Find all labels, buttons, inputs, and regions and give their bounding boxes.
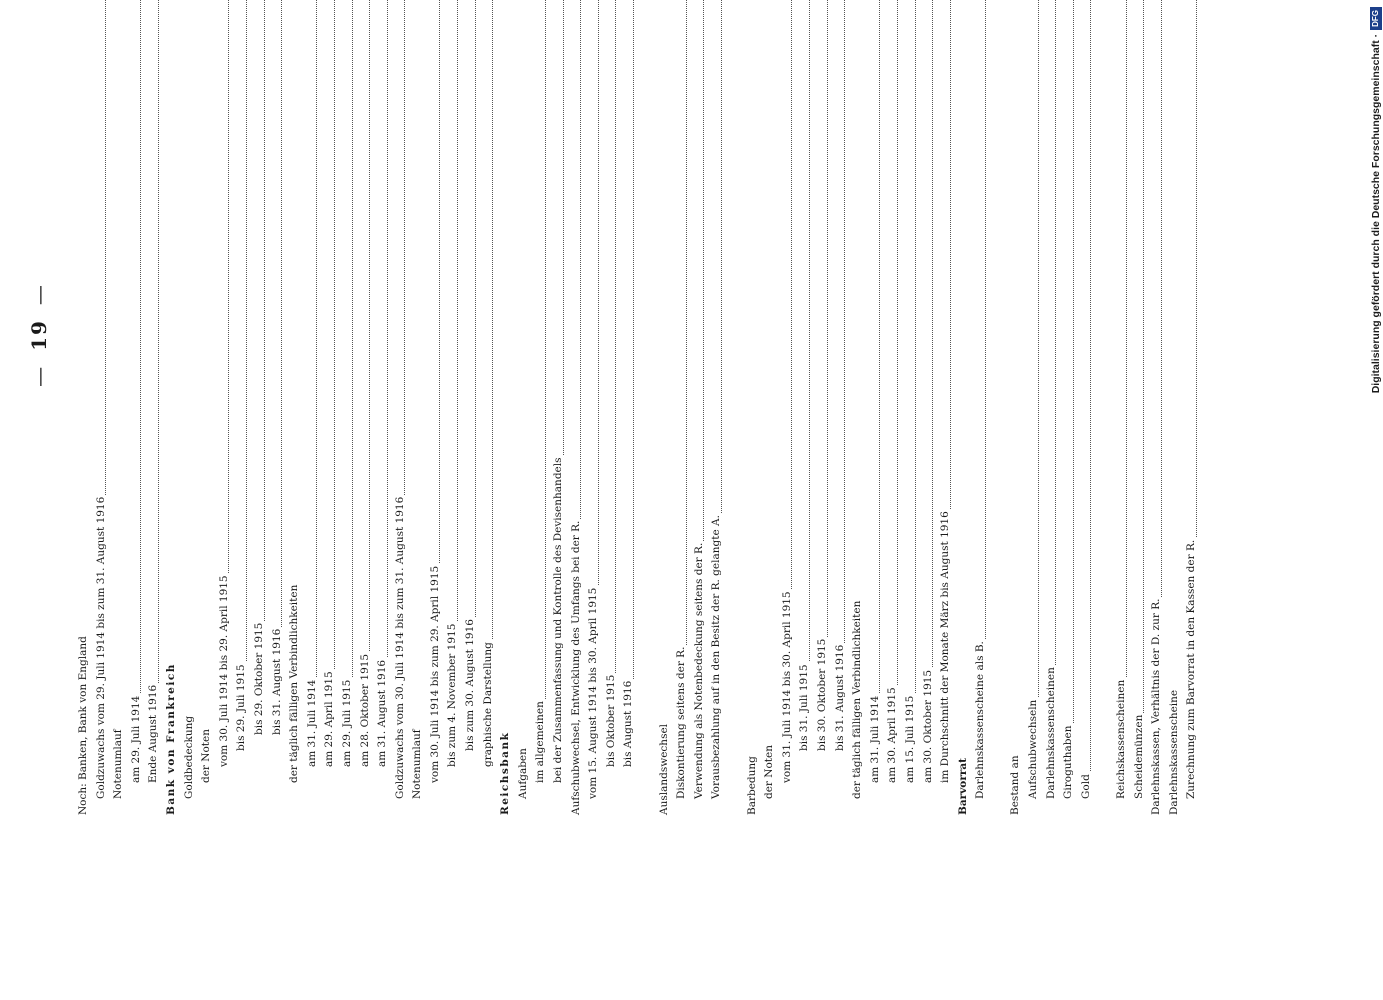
index-entry xyxy=(1183,0,1201,815)
dot-leader xyxy=(1126,0,1145,799)
index-entry-label: Darlehnskassenscheine als B. xyxy=(972,639,990,799)
index-entry xyxy=(708,0,726,815)
index-entry-label: vom 30. Juli 1914 bis zum 29. April 1915 xyxy=(427,564,445,783)
dot-leader xyxy=(1055,0,1074,799)
index-entry-label: Aufgaben xyxy=(515,746,533,799)
index-entry xyxy=(392,0,410,815)
dot-leader xyxy=(879,0,898,783)
index-entry-label: Gold xyxy=(1078,772,1096,799)
index-entry xyxy=(638,0,656,815)
index-entry-label: Bank von Frankreich xyxy=(163,661,181,815)
index-entry xyxy=(972,0,990,815)
index-entry-label: am 15. Juli 1915 xyxy=(902,694,920,783)
index-entry-label: im allgemeinen xyxy=(532,699,550,783)
index-entry-label: am 28. Oktober 1915 xyxy=(357,652,375,767)
index-entry xyxy=(620,0,638,815)
index-entry xyxy=(937,0,955,815)
index-entry-label: am 29. April 1915 xyxy=(321,669,339,767)
index-entry xyxy=(93,0,111,815)
page-number: —19— xyxy=(27,283,51,387)
rotated-index-page xyxy=(27,0,1198,815)
index-entry-label: bis zum 30. August 1916 xyxy=(462,617,480,751)
index-entry-label: Aufschubwechsel, Entwicklung des Umfangs bei der R. xyxy=(568,519,586,815)
index-entry xyxy=(832,0,850,815)
index-entry-label: Barbedung xyxy=(744,754,762,815)
dot-leader xyxy=(140,0,159,783)
dot-leader xyxy=(1020,0,1039,799)
dot-leader xyxy=(228,0,247,751)
index-entry-label: Goldbedeckung xyxy=(181,714,199,799)
index-entry-label: Notenumlauf xyxy=(110,727,128,799)
dot-leader xyxy=(827,0,846,751)
index-entry-label: Ende August 1916 xyxy=(145,683,163,783)
dot-leader xyxy=(264,0,283,735)
dot-leader xyxy=(334,0,353,767)
index-entry-label: Darlehnskassen, Verhältnis der D. zur R. xyxy=(1148,597,1166,815)
index-entry-label: Goldzuwachs vom 29. Juli 1914 bis zum 31. August 1916 xyxy=(93,495,111,799)
index-entry xyxy=(1148,0,1166,815)
index-entry-label: vom 30. Juli 1914 bis 29. April 1915 xyxy=(216,573,234,767)
index-entry-label: Zurechnung zum Barvorrat in den Kassen der R. xyxy=(1183,538,1201,799)
index-entry-label: Notenumlauf xyxy=(409,727,427,799)
index-entry-label: Verwendung als Notenbedeckung seitens der R. xyxy=(691,541,709,799)
index-entry-label: bis zum 4. November 1915 xyxy=(444,622,462,767)
index-entry-label: Aufschubwechseln xyxy=(1025,698,1043,799)
index-entry-label: am 30. Oktober 1915 xyxy=(920,668,938,783)
dot-leader xyxy=(915,0,934,783)
index-entry xyxy=(990,0,1008,815)
index-entry-label: Darlehnskassenscheine xyxy=(1166,688,1184,815)
dot-leader xyxy=(369,0,388,767)
index-entry-label: Darlehnskassenscheinen xyxy=(1043,665,1061,799)
index-entry-label: der täglich fälligen Verbindlichkeiten xyxy=(849,599,867,799)
index-entry-label: Noch: Banken, Bank von England xyxy=(75,634,93,815)
index-entry xyxy=(480,0,498,815)
index-entry-label: Goldzuwachs vom 30. Juli 1914 bis zum 31. August 1916 xyxy=(392,495,410,799)
index-entry xyxy=(726,0,744,815)
index-entry-label: bei der Zusammenfassung und Kontrolle des Devisenhandels xyxy=(550,456,568,784)
dot-leader xyxy=(791,0,810,751)
index-entry-label: am 31. Juli 1914 xyxy=(304,678,322,767)
index-entry-label: bis 29. Oktober 1915 xyxy=(251,621,269,735)
dot-leader xyxy=(1073,0,1092,799)
index-entry-label: Bestand an xyxy=(1007,753,1025,815)
index-entry xyxy=(1078,0,1096,815)
dot-leader xyxy=(598,0,617,767)
index-entry xyxy=(163,0,181,815)
dot-leader xyxy=(316,0,335,767)
index-entry-label: Diskontierung seitens der R. xyxy=(673,645,691,799)
index-entry-label: bis Oktober 1915 xyxy=(603,673,621,767)
index-entry-label: am 29. Juli 1914 xyxy=(128,694,146,783)
index-entry-label: am 31. August 1916 xyxy=(374,658,392,767)
index-entry-label: am 29. Juli 1915 xyxy=(339,678,357,767)
dot-leader xyxy=(299,0,318,767)
index-entry-label: bis 30. Oktober 1915 xyxy=(814,637,832,751)
index-entry-label: der Noten xyxy=(761,743,779,799)
index-entry-label: am 31. Juli 1914 xyxy=(867,694,885,783)
digitization-notice xyxy=(1368,8,1382,993)
index-entry-label: bis August 1916 xyxy=(620,679,638,767)
index-entries xyxy=(75,0,1201,815)
index-entry-label: bis 31. Juli 1915 xyxy=(796,662,814,751)
index-entry-label: graphische Darstellung xyxy=(480,640,498,767)
index-entry-label: bis 31. August 1916 xyxy=(269,627,287,735)
index-entry-label: bis 31. August 1916 xyxy=(832,643,850,751)
index-entry-label: der Noten xyxy=(198,727,216,783)
index-entry xyxy=(181,0,199,815)
dot-leader xyxy=(615,0,634,767)
index-entry xyxy=(269,0,287,815)
index-entry-label: im Durchschnitt der Monate März bis August 1916 xyxy=(937,509,955,783)
index-entry-label: Auslandswechsel xyxy=(656,722,674,815)
dot-leader xyxy=(897,0,916,783)
dot-leader xyxy=(862,0,881,783)
index-entry-label: Giroguthaben xyxy=(1060,723,1078,799)
index-entry-label: Scheidemünzen xyxy=(1131,713,1149,799)
digitization-notice-text: Digitalisierung gefördert durch die Deutsche Forschungsgemeinschaft · xyxy=(1370,33,1382,394)
index-entry-label: vom 31. Juli 1914 bis 30. April 1915 xyxy=(779,589,797,783)
index-entry-label: Reichskassenscheinen xyxy=(1113,678,1131,799)
index-entry-label: bis 29. Juli 1915 xyxy=(233,662,251,751)
index-entry-label: der täglich fälligen Verbindlichkeiten xyxy=(286,583,304,783)
dot-leader xyxy=(123,0,142,783)
index-entry-label: am 30. April 1915 xyxy=(884,685,902,783)
dfg-logo: DFG xyxy=(1370,7,1382,30)
dot-leader xyxy=(527,0,546,783)
index-entry-label: Barvorrat xyxy=(955,756,973,815)
index-entry xyxy=(145,0,163,815)
index-entry xyxy=(744,0,762,815)
index-entry-label: Reichsbank xyxy=(497,730,515,815)
index-entry-label: vom 15. August 1914 bis 30. April 1915 xyxy=(585,586,603,799)
index-entry xyxy=(497,0,515,815)
index-entry-label: Vorausbezahlung auf in den Besitz der R. gelangte A. xyxy=(708,513,726,799)
